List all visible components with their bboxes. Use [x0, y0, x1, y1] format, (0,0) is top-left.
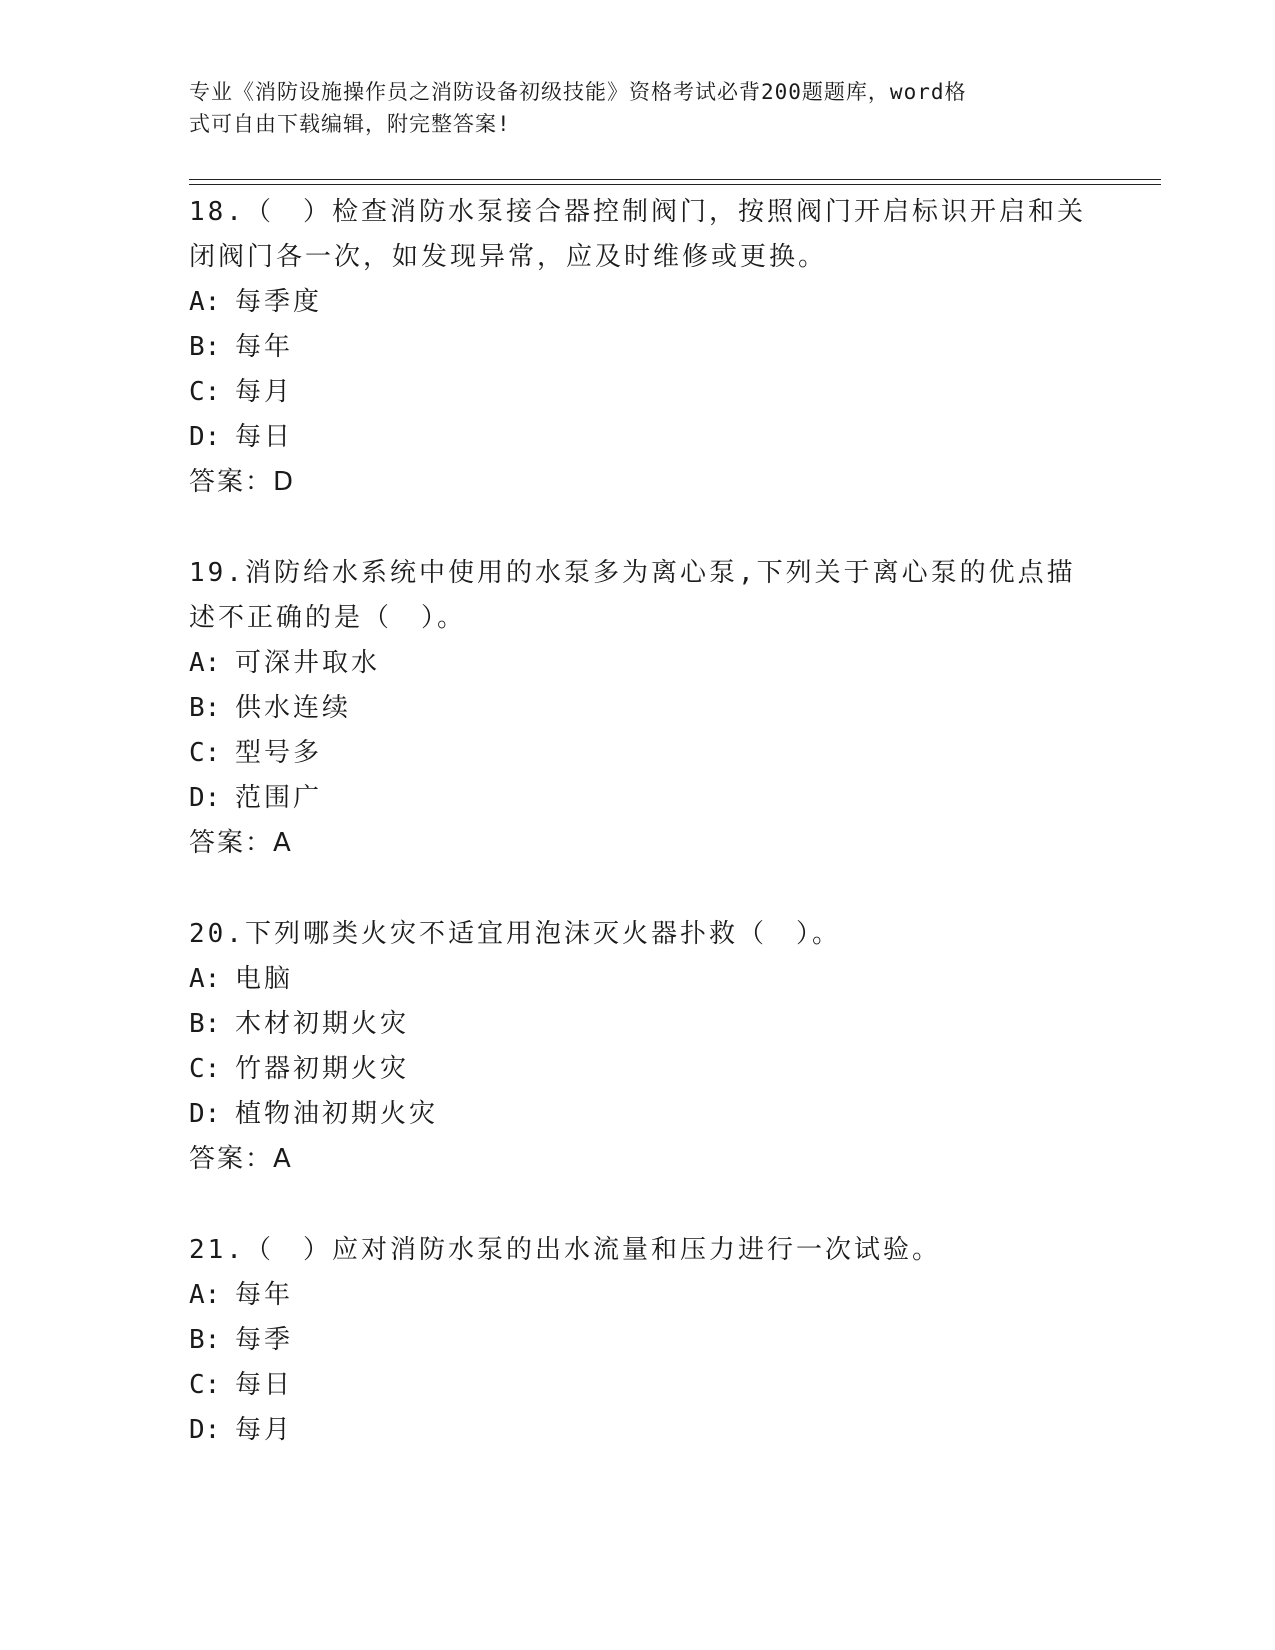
question-stem-line-1: 20.下列哪类火灾不适宜用泡沫灭火器扑救（ ）。: [189, 919, 841, 949]
option-key: A:: [189, 287, 221, 317]
option-key: B:: [189, 693, 221, 723]
option-key: D:: [189, 1099, 221, 1129]
option-a: [189, 280, 1089, 325]
option-text: 型号多: [235, 738, 323, 768]
question-stem-line-1: 18.（ ）检查消防水泵接合器控制阀门，按照阀门开启标识开启和关: [189, 197, 1086, 227]
option-d: [189, 415, 1089, 460]
answer-line: 答案：A: [189, 1144, 293, 1174]
option-d: [189, 776, 1089, 821]
question-19: [189, 551, 1089, 866]
option-text: 电脑: [235, 964, 294, 994]
option-text: 每月: [235, 1415, 294, 1445]
header-divider-top: [189, 179, 1161, 180]
option-text: 每月: [235, 377, 294, 407]
option-b: [189, 686, 1089, 731]
option-key: B:: [189, 332, 221, 362]
option-key: A:: [189, 964, 221, 994]
option-key: C:: [189, 738, 221, 768]
option-key: D:: [189, 422, 221, 452]
option-text: 每年: [235, 332, 294, 362]
option-key: C:: [189, 1054, 221, 1084]
option-text: 每年: [235, 1280, 294, 1310]
option-key: D:: [189, 1415, 221, 1445]
option-text: 可深井取水: [235, 648, 381, 678]
question-18: [189, 190, 1089, 505]
option-text: 木材初期火灾: [235, 1009, 410, 1039]
option-c: [189, 370, 1089, 415]
option-a: [189, 1273, 1089, 1318]
option-d: [189, 1092, 1089, 1137]
question-list: [189, 190, 1089, 1499]
option-c: [189, 1363, 1089, 1408]
question-stem-line-2: 述不正确的是（ ）。: [189, 603, 467, 633]
document-header: [189, 76, 1089, 140]
header-divider-bottom: [189, 184, 1161, 185]
option-text: 范围广: [235, 783, 323, 813]
option-text: 竹器初期火灾: [235, 1054, 410, 1084]
option-text: 植物油初期火灾: [235, 1099, 439, 1129]
header-line-1: 专业《消防设施操作员之消防设备初级技能》资格考试必背200题题库，word格: [189, 80, 967, 104]
option-text: 每季: [235, 1325, 294, 1355]
option-key: B:: [189, 1325, 221, 1355]
option-key: C:: [189, 377, 221, 407]
question-stem-line-2: 闭阀门各一次，如发现异常，应及时维修或更换。: [189, 242, 828, 272]
option-key: D:: [189, 783, 221, 813]
option-key: A:: [189, 1280, 221, 1310]
question-stem-line-1: 21.（ ）应对消防水泵的出水流量和压力进行一次试验。: [189, 1235, 941, 1265]
option-text: 每日: [235, 1370, 294, 1400]
option-c: [189, 731, 1089, 776]
question-stem-line-1: 19.消防给水系统中使用的水泵多为离心泵,下列关于离心泵的优点描: [189, 558, 1076, 588]
option-b: [189, 1318, 1089, 1363]
option-c: [189, 1047, 1089, 1092]
option-d: [189, 1408, 1089, 1453]
answer-line: 答案：A: [189, 828, 293, 858]
header-line-2: 式可自由下载编辑，附完整答案!: [189, 112, 511, 136]
option-text: 每日: [235, 422, 294, 452]
question-21: [189, 1228, 1089, 1453]
option-key: B:: [189, 1009, 221, 1039]
option-text: 供水连续: [235, 693, 352, 723]
answer-line: 答案：D: [189, 467, 296, 497]
option-b: [189, 1002, 1089, 1047]
question-20: [189, 912, 1089, 1182]
option-b: [189, 325, 1089, 370]
option-a: [189, 957, 1089, 1002]
option-text: 每季度: [235, 287, 323, 317]
option-key: C:: [189, 1370, 221, 1400]
option-a: [189, 641, 1089, 686]
option-key: A:: [189, 648, 221, 678]
